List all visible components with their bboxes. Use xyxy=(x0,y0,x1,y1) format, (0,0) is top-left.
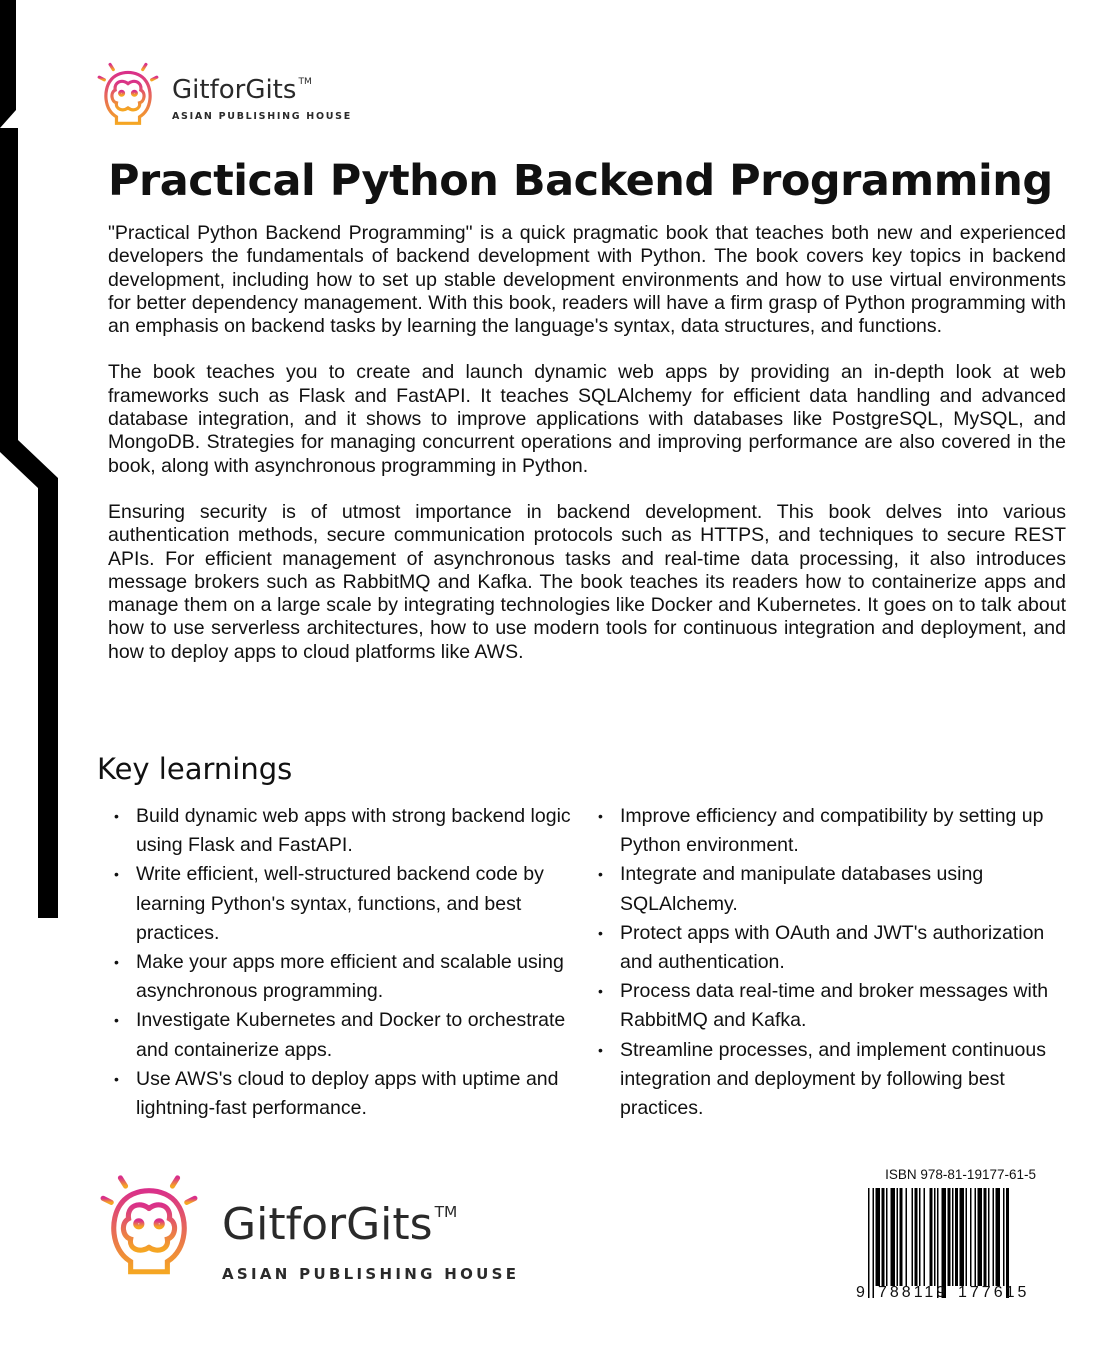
isbn-block xyxy=(850,1167,1040,1316)
key-learnings-right-list xyxy=(596,802,1074,1123)
barcode-bar xyxy=(960,1188,965,1286)
list-item: • Process data real-time and broker messages with RabbitMQ and Kafka. xyxy=(596,977,1074,1035)
barcode-bar xyxy=(975,1188,977,1286)
list-item: • Integrate and manipulate databases using SQLAlchemy. xyxy=(596,860,1074,918)
barcode-bar xyxy=(915,1188,918,1286)
list-item: • Investigate Kubernetes and Docker to orchestrate and containerize apps. xyxy=(112,1006,582,1064)
book-title: Practical Python Backend Programming xyxy=(108,156,1053,206)
barcode-bar xyxy=(873,1188,875,1298)
publisher-logo-top xyxy=(96,58,352,140)
bullet-icon: • xyxy=(114,866,119,883)
bullet-icon: • xyxy=(598,924,603,941)
barcode-bar xyxy=(1006,1188,1009,1298)
isbn-label: ISBN 978-81-19177-61-5 xyxy=(885,1167,1036,1182)
barcode-bar xyxy=(891,1188,896,1286)
bullet-icon: • xyxy=(114,954,119,971)
list-item: • Build dynamic web apps with strong backend logic using Flask and FastAPI. xyxy=(112,802,582,860)
bullet-icon: • xyxy=(114,1012,119,1029)
barcode-bar xyxy=(868,1188,870,1298)
list-item: • Improve efficiency and compatibility by setting up Python environment. xyxy=(596,802,1074,860)
description-paragraph: "Practical Python Backend Programming" is a quick pragmatic book that teaches both new and experienced developers the fundamentals of backend development with Python. The book covers key topics in backend development, including how to set up stable development environments and how to use virtual environments for better dependency management. With this book, readers will have a firm grasp of Python programming with an emphasis on backend tasks by learning the language's syntax, data structures, and functions. xyxy=(108,222,1066,338)
barcode-bar xyxy=(942,1188,947,1298)
lightbulb-brain-icon xyxy=(98,1163,200,1303)
list-item: • Use AWS's cloud to deploy apps with uptime and lightning-fast performance. xyxy=(112,1065,582,1123)
bullet-icon: • xyxy=(114,1070,119,1087)
barcode-bar xyxy=(906,1188,908,1286)
barcode-bar xyxy=(930,1188,933,1286)
brand-name: GitforGits ™ xyxy=(222,1199,458,1250)
barcode-bar xyxy=(993,1188,995,1286)
brand-name: GitforGits ™ xyxy=(172,74,312,105)
barcode-bar xyxy=(886,1188,888,1286)
bullet-icon: • xyxy=(598,808,603,824)
barcode-bar xyxy=(919,1188,921,1286)
list-item: • Protect apps with OAuth and JWT's authorization and authentication. xyxy=(596,919,1074,977)
barcode-bar xyxy=(897,1188,899,1286)
barcode xyxy=(850,1188,1040,1298)
barcode-bar xyxy=(948,1188,951,1286)
bullet-icon: • xyxy=(598,983,603,1000)
description-paragraph: Ensuring security is of utmost importance in backend development. This book delves into various authentication methods, secure communication protocols such as HTTPS, and techniques to secure REST APIs. For efficient management of asynchronous tasks and real-time data processing, it also introduces message brokers such as RabbitMQ and Kafka. The book teaches its readers how to containerize apps and manage them on a large scale by integrating technologies like Docker and Kubernetes. It goes on to talk about how to use serverless architectures, how to use modern tools for continuous integration and deployment, and how to deploy apps to cloud platforms like AWS. xyxy=(108,500,1066,663)
lightbulb-brain-icon xyxy=(96,58,160,140)
barcode-bar xyxy=(912,1188,914,1286)
barcode-bar xyxy=(934,1188,936,1286)
bullet-icon: • xyxy=(598,1041,603,1058)
brand-tagline: ASIAN PUBLISHING HOUSE xyxy=(222,1265,520,1283)
key-learnings-left-list xyxy=(112,802,582,1123)
barcode-bar xyxy=(996,1188,1001,1286)
publisher-logo-bottom xyxy=(98,1163,519,1303)
barcode-bar xyxy=(970,1188,972,1286)
barcode-bar xyxy=(952,1188,954,1286)
barcode-digits xyxy=(850,1284,1040,1316)
list-item: • Make your apps more efficient and scalable using asynchronous programming. xyxy=(112,948,582,1006)
barcode-bar xyxy=(937,1188,939,1298)
barcode-bar xyxy=(900,1188,903,1286)
bullet-icon: • xyxy=(114,808,119,824)
description-paragraph: The book teaches you to create and launch dynamic web apps by providing an in-depth look at web frameworks such as Flask and FastAPI. It teaches SQLAlchemy for efficient data handling and advanced database integration, and it shows to improve applications with databases like PostgreSQL, MySQL, and MongoDB. Strategies for managing concurrent operations and improving performance are also covered in the book, along with asynchronous programming in Python. xyxy=(108,361,1066,477)
barcode-bar xyxy=(882,1188,885,1286)
barcode-bar xyxy=(1003,1188,1005,1286)
barcode-left-digits: 788119 xyxy=(878,1284,949,1301)
barcode-bar xyxy=(978,1188,983,1286)
barcode-bar xyxy=(966,1188,968,1286)
barcode-bar xyxy=(984,1188,987,1286)
barcode-bar xyxy=(924,1188,926,1286)
barcode-right-digits: 177615 xyxy=(958,1284,1030,1301)
list-item: • Streamline processes, and implement continuous integration and deployment by following best practices. xyxy=(596,1036,1074,1124)
description xyxy=(108,222,1066,687)
brand-tagline: ASIAN PUBLISHING HOUSE xyxy=(172,110,352,122)
barcode-bar xyxy=(876,1188,881,1286)
barcode-bar xyxy=(955,1188,958,1286)
list-item: • Write efficient, well-structured backend code by learning Python's syntax, functions, and best practices. xyxy=(112,860,582,948)
barcode-bar xyxy=(988,1188,990,1286)
decorative-left-line xyxy=(0,0,60,930)
key-learnings-heading: Key learnings xyxy=(97,752,293,786)
bullet-icon: • xyxy=(598,866,603,883)
barcode-first-digit: 9 xyxy=(856,1284,865,1301)
